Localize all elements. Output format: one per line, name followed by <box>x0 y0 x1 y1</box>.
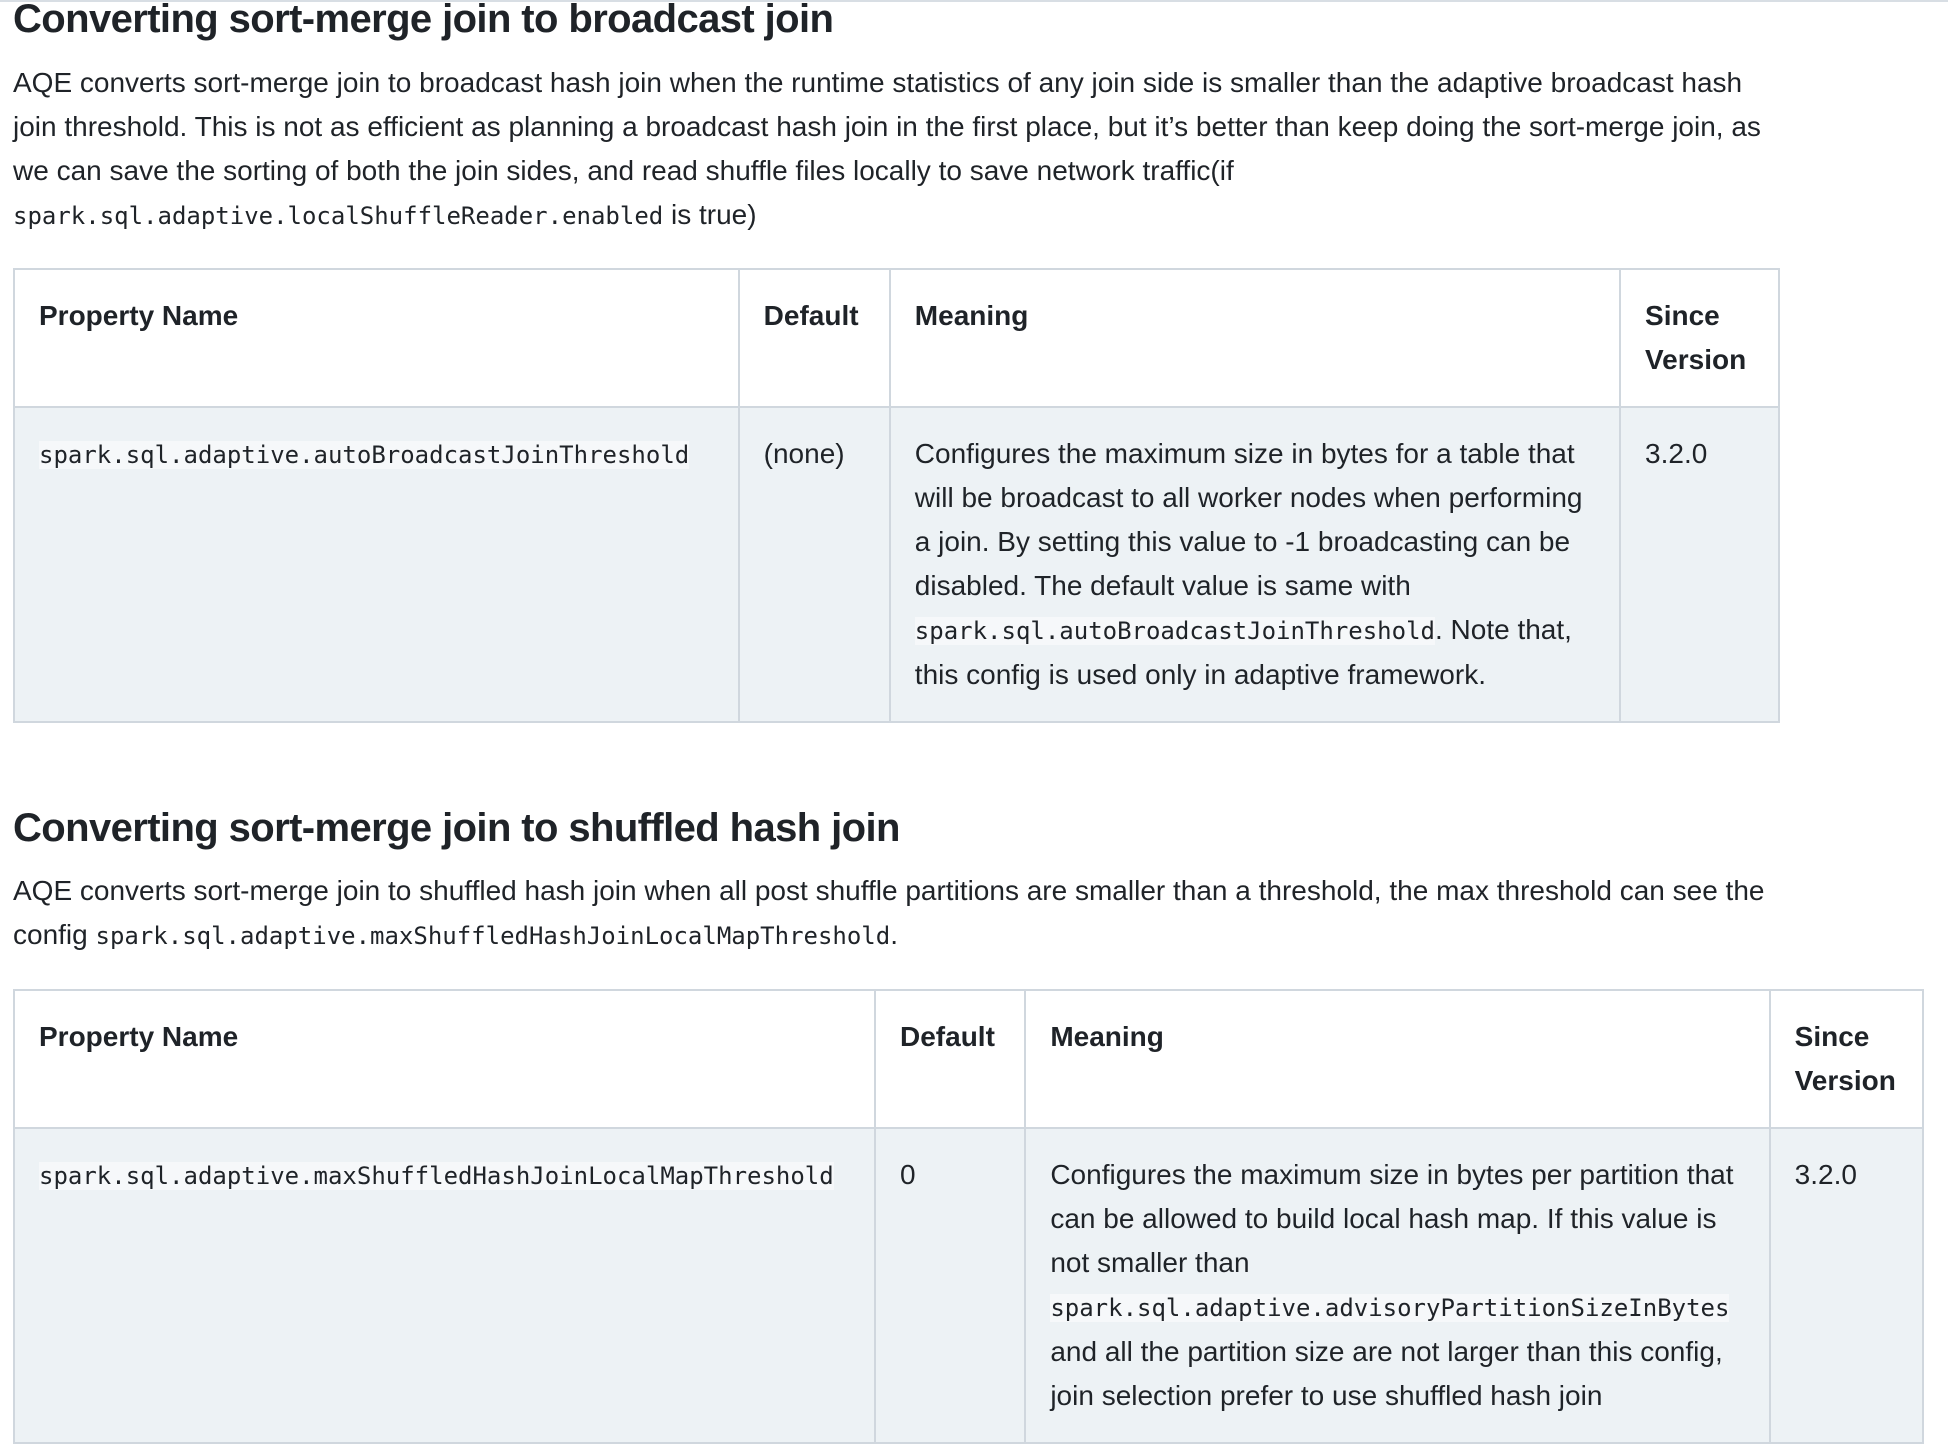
paragraph-tail: is true) <box>663 199 757 230</box>
cell-default: 0 <box>875 1128 1025 1443</box>
cell-meaning <box>890 407 1620 722</box>
config-table-broadcast-join <box>13 268 1780 723</box>
header-meaning: Meaning <box>1025 990 1769 1128</box>
cell-default: (none) <box>739 407 890 722</box>
config-table-shuffled-hash-join <box>13 989 1924 1444</box>
section-heading-broadcast-join: Converting sort-merge join to broadcast join <box>13 0 834 41</box>
meaning-text: Configures the maximum size in bytes per partition that can be allowed to build local hash map. If this value is not smaller than <box>1050 1159 1734 1278</box>
table-row <box>14 407 1779 722</box>
header-default: Default <box>739 269 890 407</box>
section-paragraph-broadcast-join <box>13 61 1783 238</box>
meaning-tail: . Note that, this config is used only in adaptive framework. <box>914 614 1572 690</box>
table-row <box>14 1128 1923 1443</box>
cell-meaning <box>1025 1128 1769 1443</box>
cell-property-name <box>14 1128 875 1443</box>
header-since-version: Since Version <box>1620 269 1779 407</box>
table-header-row <box>14 269 1779 407</box>
header-meaning: Meaning <box>890 269 1620 407</box>
paragraph-text: AQE converts sort-merge join to shuffled hash join when all post shuffle partitions are smaller than a threshold, the max threshold can see the config <box>13 875 1765 950</box>
table-header-row <box>14 990 1923 1128</box>
section-heading-shuffled-hash-join: Converting sort-merge join to shuffled hash join <box>13 806 900 850</box>
paragraph-tail: . <box>890 919 898 950</box>
section-paragraph-shuffled-hash-join <box>13 869 1783 958</box>
header-default: Default <box>875 990 1025 1128</box>
header-property-name: Property Name <box>14 269 739 407</box>
header-property-name: Property Name <box>14 990 875 1128</box>
cell-since-version: 3.2.0 <box>1770 1128 1923 1443</box>
meaning-code: spark.sql.autoBroadcastJoinThreshold <box>914 617 1435 645</box>
meaning-code: spark.sql.adaptive.advisoryPartitionSizeInBytes <box>1050 1294 1730 1322</box>
property-code: spark.sql.adaptive.maxShuffledHashJoinLocalMapThreshold <box>39 1162 834 1190</box>
meaning-tail: and all the partition size are not larger than this config, join selection prefer to use shuffled hash join <box>1050 1336 1723 1411</box>
header-since-version: Since Version <box>1770 990 1923 1128</box>
paragraph-text: AQE converts sort-merge join to broadcast hash join when the runtime statistics of any join side is smaller than the adaptive broadcast hash join threshold. This is not as efficient as planning a broadcast hash join in the first place, but it’s better than keep doing the sort-merge join, as we can save the sorting of both the join sides, and read shuffle files locally to save network traffic(if <box>13 67 1761 186</box>
meaning-text: Configures the maximum size in bytes for a table that will be broadcast to all worker nodes when performing a join. By setting this value to -1 broadcasting can be disabled. The default value is same with <box>914 438 1583 601</box>
property-code: spark.sql.adaptive.autoBroadcastJoinThreshold <box>39 441 690 469</box>
cell-property-name <box>14 407 739 722</box>
config-code: spark.sql.adaptive.maxShuffledHashJoinLocalMapThreshold <box>95 922 891 950</box>
cell-since-version: 3.2.0 <box>1620 407 1779 722</box>
config-code: spark.sql.adaptive.localShuffleReader.enabled <box>13 202 664 230</box>
